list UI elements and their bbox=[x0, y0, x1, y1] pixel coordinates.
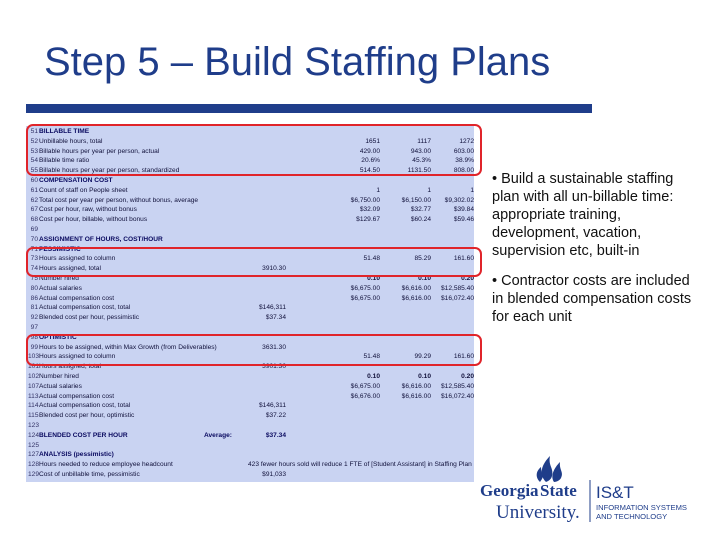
spreadsheet-row bbox=[26, 461, 474, 469]
cell-lbl: Actual salaries bbox=[39, 284, 82, 292]
logo-ist-sub2: AND TECHNOLOGY bbox=[596, 512, 668, 521]
cell-v4: 38.9% bbox=[455, 157, 474, 165]
logo-ist: IS&T bbox=[596, 483, 634, 502]
cell-lbl: Hours assigned to column bbox=[39, 353, 116, 361]
highlight-box-billable-time bbox=[26, 124, 482, 176]
cell-v3: 99.29 bbox=[414, 353, 431, 361]
cell-lbl: BILLABLE TIME bbox=[39, 128, 90, 135]
cell-v3: $60.24 bbox=[410, 216, 431, 224]
cell-v3: 1117 bbox=[417, 137, 431, 145]
cell-num: 86 bbox=[30, 294, 38, 302]
cell-lbl: OPTIMISTIC bbox=[39, 333, 77, 341]
spreadsheet-row bbox=[26, 451, 474, 459]
logo-georgia: Georgia bbox=[480, 481, 539, 500]
spreadsheet-row bbox=[26, 432, 474, 440]
cell-v1: $37.22 bbox=[265, 412, 286, 420]
spreadsheet-row bbox=[26, 383, 474, 391]
cell-v3: $32.77 bbox=[410, 206, 431, 214]
cell-lbl: Hours assigned, total bbox=[39, 265, 101, 273]
cell-num: 125 bbox=[28, 441, 40, 449]
spreadsheet-row bbox=[26, 412, 474, 420]
spreadsheet-row bbox=[26, 304, 474, 312]
cell-v3: 1 bbox=[427, 186, 431, 194]
cell-num: 81 bbox=[30, 304, 38, 312]
cell-lbl: Hours assigned to column bbox=[39, 255, 116, 263]
cell-num: 80 bbox=[30, 284, 38, 292]
highlight-box-hours-assigned-optimistic bbox=[26, 334, 482, 366]
cell-v2: 20.6% bbox=[361, 157, 380, 165]
cell-v4: $59.46 bbox=[453, 216, 474, 224]
cell-num: 102 bbox=[28, 373, 40, 380]
spreadsheet-row bbox=[26, 402, 474, 410]
cell-v3: $6,150.00 bbox=[401, 196, 431, 204]
spreadsheet-row bbox=[26, 236, 474, 244]
cell-v3: $6,616.00 bbox=[401, 284, 431, 292]
cell-num: 123 bbox=[28, 422, 40, 429]
cell-num: 51 bbox=[30, 128, 38, 135]
cell-lbl: Billable hours per year per person, standardized bbox=[39, 167, 180, 175]
bullet-item: • Contractor costs are included in blended compensation costs for each unit bbox=[492, 273, 692, 325]
spreadsheet-row bbox=[26, 177, 474, 185]
cell-v3: 45.3% bbox=[412, 157, 431, 165]
cell-num: 97 bbox=[30, 324, 38, 331]
cell-v3: 0.10 bbox=[418, 275, 431, 282]
cell-v4: 0.20 bbox=[461, 373, 474, 380]
cell-v4: 808.00 bbox=[453, 167, 474, 175]
spreadsheet-row bbox=[26, 295, 474, 303]
cell-v2: 1651 bbox=[365, 137, 380, 145]
cell-v1: $91,033 bbox=[262, 471, 286, 478]
cell-num: 70 bbox=[30, 235, 38, 243]
cell-v3: $6,616.00 bbox=[401, 392, 431, 400]
cell-lbl: Hours needed to reduce employee headcount bbox=[39, 461, 173, 469]
cell-num: 114 bbox=[28, 402, 39, 410]
cell-v1: $146,311 bbox=[258, 304, 286, 312]
spreadsheet-row bbox=[26, 471, 474, 479]
cell-num: 75 bbox=[30, 275, 38, 282]
spreadsheet-row bbox=[26, 216, 474, 224]
spreadsheet-row bbox=[26, 373, 474, 381]
title-underline-bar bbox=[26, 104, 592, 113]
cell-v1: 3901.30 bbox=[262, 363, 286, 371]
cell-lbl: Blended cost per hour, pessimistic bbox=[39, 314, 140, 322]
cell-lbl: Billable time ratio bbox=[39, 157, 90, 165]
cell-v1: 3910.30 bbox=[262, 265, 286, 273]
cell-lbl: Count of staff on People sheet bbox=[39, 186, 128, 194]
cell-v2: $6,675.00 bbox=[350, 284, 380, 292]
cell-lbl: Cost per hour, billable, without bonus bbox=[39, 216, 148, 224]
cell-num: 68 bbox=[30, 216, 38, 224]
cell-v2: $32.09 bbox=[359, 206, 380, 214]
cell-v1: $146,311 bbox=[258, 402, 286, 410]
cell-v4: $12,585.40 bbox=[440, 284, 474, 292]
spreadsheet-row bbox=[26, 197, 474, 205]
cell-v2: $6,676.00 bbox=[350, 392, 380, 400]
spreadsheet-row bbox=[26, 285, 474, 293]
spreadsheet-row bbox=[26, 206, 474, 214]
cell-v4: $9,302.02 bbox=[444, 196, 474, 204]
highlight-box-hours-assigned-pessimistic bbox=[26, 247, 482, 277]
spreadsheet-screenshot bbox=[26, 126, 474, 482]
cell-num: 54 bbox=[30, 157, 38, 165]
cell-num: 92 bbox=[30, 314, 38, 322]
cell-num: 115 bbox=[28, 412, 39, 420]
cell-num: 124 bbox=[28, 431, 40, 439]
cell-v3: $6,616.00 bbox=[401, 382, 431, 390]
cell-v1: $37.34 bbox=[265, 314, 286, 322]
bullet-list bbox=[492, 170, 697, 338]
cell-num: 69 bbox=[30, 226, 38, 233]
cell-v4: $39.84 bbox=[453, 206, 474, 214]
cell-v2: $129.67 bbox=[356, 216, 380, 224]
cell-num: 73 bbox=[30, 255, 38, 263]
cell-v2: 51.48 bbox=[363, 255, 380, 263]
cell-lbl: Total cost per year per person, without bonus, average bbox=[39, 196, 199, 204]
cell-v4: 603.00 bbox=[453, 147, 474, 155]
cell-v1: 423 fewer hours sold will reduce 1 FTE of [Student Assistant] in Staffing Plan bbox=[248, 461, 472, 469]
cell-lbl: Actual compensation cost bbox=[39, 294, 115, 302]
cell-lbl: Cost per hour, raw, without bonus bbox=[39, 206, 137, 214]
cell-lbl: Actual salaries bbox=[39, 382, 82, 390]
cell-v4: 0.20 bbox=[461, 275, 474, 282]
spreadsheet-row bbox=[26, 187, 474, 195]
cell-lbl: Actual compensation cost, total bbox=[39, 402, 131, 410]
cell-num: 127 bbox=[28, 451, 40, 459]
cell-lbl: Number hired bbox=[39, 275, 79, 282]
cell-v4: $16,072.40 bbox=[440, 294, 474, 302]
cell-v2: 0.10 bbox=[367, 275, 380, 282]
cell-v1: 3631.30 bbox=[262, 343, 286, 351]
cell-v3: 943.00 bbox=[410, 147, 431, 155]
cell-lbl: ASSIGNMENT OF HOURS, COST/HOUR bbox=[39, 235, 163, 243]
cell-v2: 1 bbox=[376, 186, 380, 194]
cell-num: 53 bbox=[30, 147, 38, 155]
cell-lbl: Actual compensation cost bbox=[39, 392, 115, 400]
cell-num: 99 bbox=[30, 343, 38, 351]
cell-v3: 0.10 bbox=[418, 373, 431, 380]
cell-num: 55 bbox=[30, 167, 38, 175]
cell-v2: 51.48 bbox=[363, 353, 380, 361]
cell-v3: $6,616.00 bbox=[401, 294, 431, 302]
cell-lbl: Hours to be assigned, within Max Growth (from Deliverables) bbox=[39, 343, 217, 351]
spreadsheet-row bbox=[26, 314, 474, 322]
cell-v2: 514.50 bbox=[359, 167, 380, 175]
cell-v2: 0.10 bbox=[367, 373, 380, 380]
spreadsheet-row bbox=[26, 422, 474, 430]
cell-num: 101 bbox=[28, 363, 40, 371]
cell-num: 52 bbox=[30, 137, 38, 145]
cell-num: 103 bbox=[28, 353, 40, 361]
cell-v3: 85.29 bbox=[414, 255, 431, 263]
cell-v4: 161.60 bbox=[453, 353, 474, 361]
cell-lbl: Cost of unbillable time, pessimistic bbox=[39, 471, 140, 478]
cell-num: 67 bbox=[30, 206, 38, 214]
cell-num: 98 bbox=[30, 333, 38, 341]
cell-lbl: Billable hours per year per person, actual bbox=[39, 147, 160, 155]
spreadsheet-row bbox=[26, 324, 474, 332]
cell-lbl: Blended cost per hour, optimistic bbox=[39, 412, 135, 420]
cell-lbl: Actual compensation cost, total bbox=[39, 304, 131, 312]
cell-lbl: Unbillable hours, total bbox=[39, 137, 103, 145]
cell-num: 107 bbox=[28, 382, 40, 390]
cell-num: 60 bbox=[30, 177, 38, 184]
spreadsheet-row bbox=[26, 226, 474, 234]
cell-num: 62 bbox=[30, 196, 38, 204]
cell-v1: $37.34 bbox=[265, 431, 286, 439]
logo-university: University. bbox=[496, 502, 580, 523]
spreadsheet-row bbox=[26, 393, 474, 401]
cell-lbl: Number hired bbox=[39, 373, 79, 380]
cell-v4: 1 bbox=[470, 186, 474, 194]
spreadsheet-row bbox=[26, 442, 474, 450]
logo-state: State bbox=[540, 481, 577, 500]
cell-lbl: COMPENSATION COST bbox=[39, 177, 113, 184]
cell-v2: $6,750.00 bbox=[350, 196, 380, 204]
bullet-item: • Build a sustainable staffing plan with all un-billable time: appropriate training, development, vacation, supervision etc, built-in bbox=[492, 171, 674, 259]
cell-v4: 1272 bbox=[459, 137, 474, 145]
flame-icon bbox=[537, 456, 562, 482]
cell-lbl: Hours assigned, total bbox=[39, 363, 101, 371]
cell-average-label: Average: bbox=[204, 431, 232, 439]
cell-num: 61 bbox=[30, 186, 38, 194]
gsu-ist-logo bbox=[478, 440, 713, 530]
cell-num: 128 bbox=[28, 461, 40, 469]
cell-lbl: BLENDED COST PER HOUR bbox=[39, 431, 128, 439]
cell-num: 129 bbox=[28, 471, 40, 478]
cell-v2: $6,675.00 bbox=[350, 294, 380, 302]
cell-v2: 429.00 bbox=[359, 147, 380, 155]
cell-v2: $6,675.00 bbox=[350, 382, 380, 390]
cell-v3: 1131.50 bbox=[407, 167, 431, 175]
cell-num: 74 bbox=[30, 265, 38, 273]
slide-title: Step 5 – Build Staffing Plans bbox=[44, 40, 551, 84]
cell-v4: $12,585.40 bbox=[440, 382, 474, 390]
cell-num: 71 bbox=[30, 245, 38, 253]
cell-v4: 161.60 bbox=[453, 255, 474, 263]
cell-num: 113 bbox=[28, 392, 39, 400]
cell-lbl: ANALYSIS (pessimistic) bbox=[39, 451, 114, 459]
cell-v4: $16,072.40 bbox=[440, 392, 474, 400]
cell-lbl: PESSIMISTIC bbox=[39, 245, 81, 253]
logo-ist-sub1: INFORMATION SYSTEMS bbox=[596, 503, 687, 512]
